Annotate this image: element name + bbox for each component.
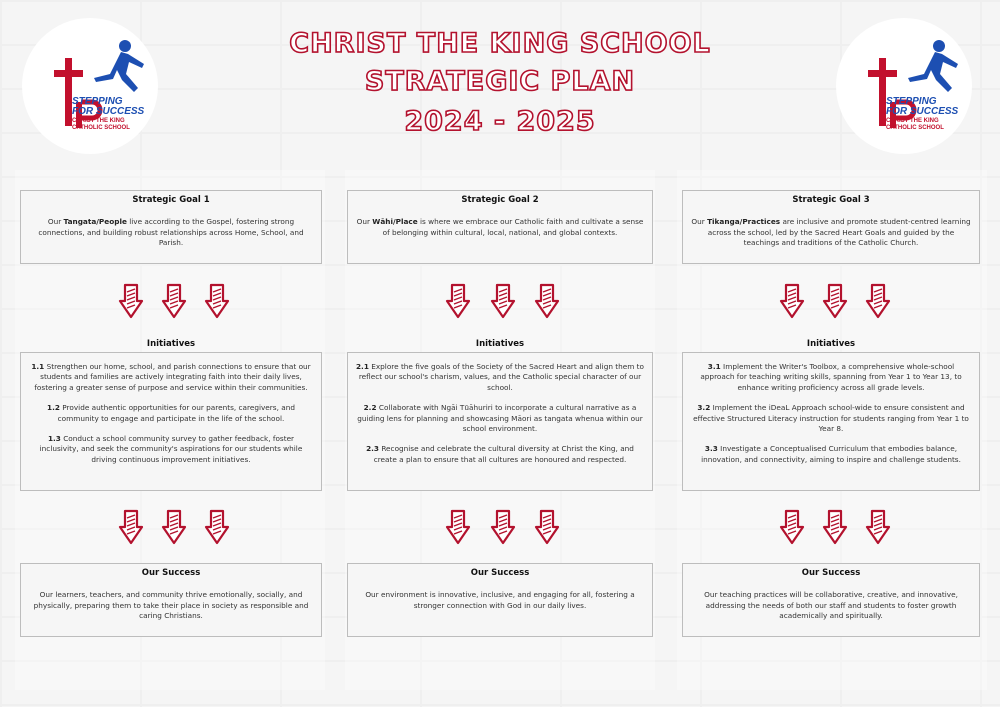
down-arrow-icon	[779, 509, 805, 545]
initiative-3-1	[690, 362, 972, 393]
goal-2-text-pre: Our	[356, 217, 373, 227]
strategic-goal-3-heading: Strategic Goal 3	[792, 195, 870, 205]
initiative-3-1-number: 3.1	[707, 362, 721, 371]
initiative-1-1	[28, 362, 314, 393]
initiative-1-2-number: 1.2	[47, 403, 60, 413]
goal-1-text-pre: Our	[47, 217, 64, 227]
title-line3: 2024 - 2025	[404, 106, 596, 137]
success-2-text: Our environment is innovative, inclusive, and engaging for all, fostering a stronger connection with God in our daily lives.	[365, 590, 635, 610]
initiatives-3-box	[682, 352, 980, 491]
school-logo-right	[836, 18, 972, 154]
goal-3-text: are inclusive and promote student-centred learning across the school, led by the Sacred Heart Goals and guided by the teachings and traditions of the Catholic Church.	[707, 217, 971, 248]
initiative-2-3-number: 2.3	[366, 444, 379, 454]
down-arrow-icon	[822, 509, 848, 545]
down-arrow-icon	[490, 283, 516, 319]
initiative-2-2-number: 2.2	[363, 403, 377, 413]
logo-text-line2: FOR SUCCESS	[886, 106, 959, 117]
initiatives-2-heading: Initiatives	[475, 339, 525, 349]
down-arrow-icon	[161, 283, 187, 319]
initiative-1-3-number: 1.3	[47, 434, 61, 444]
initiative-3-3-number: 3.3	[704, 444, 718, 454]
down-arrow-icon	[445, 283, 471, 319]
goal-1-keyword: Tangata/People	[63, 217, 127, 227]
down-arrow-icon	[204, 283, 230, 319]
goal-1-text: live according to the Gospel, fostering strong connections, and building robust relationships across Home, School, and Parish.	[38, 217, 304, 248]
initiatives-1-box	[20, 352, 322, 491]
logo-text-line1: STEPPING	[886, 96, 937, 107]
down-arrow-icon	[779, 283, 805, 319]
down-arrow-icon	[865, 283, 891, 319]
initiative-2-2	[355, 403, 645, 434]
initiative-2-3-text: Recognise and celebrate the cultural diversity at Christ the King, and create a plan to ensure that all cultures are honoured and respected.	[373, 444, 634, 464]
down-arrow-icon	[534, 509, 560, 545]
initiative-2-2-text: Collaborate with Ngāi Tūāhuriri to incorporate a cultural narrative as a guiding lens for planning and showcasing Māori as tangata whenua within our school environment.	[357, 403, 643, 434]
initiative-3-1-text: Implement the Writer's Toolbox, a comprehensive whole-school approach for teaching writing skills, spanning from Year 1 to Year 13, to enhance writing proficiency across all grade levels.	[700, 362, 962, 392]
down-arrow-icon	[204, 509, 230, 545]
success-2-box	[347, 563, 653, 637]
down-arrow-icon	[445, 509, 471, 545]
initiative-2-1	[355, 362, 645, 393]
school-logo-left	[22, 18, 158, 154]
goal-2-text: is where we embrace our Catholic faith and cultivate a sense of belonging within cultural, local, national, and global contexts.	[382, 217, 644, 237]
strategic-goal-1-heading: Strategic Goal 1	[132, 195, 210, 205]
strategic-goal-2-heading: Strategic Goal 2	[461, 195, 539, 205]
initiative-3-2-number: 3.2	[697, 403, 711, 413]
success-3-text: Our teaching practices will be collaborative, creative, and innovative, addressing the needs of both our staff and students to foster growth academically and spiritually.	[704, 590, 958, 621]
initiative-2-3	[355, 444, 645, 465]
initiative-2-1-text: Explore the five goals of the Society of the Sacred Heart and align them to reflect our school's charism, values, and the Catholic special character of our school.	[358, 362, 644, 392]
logo-text-line1: STEPPING	[72, 96, 123, 107]
strategic-goal-3-box	[682, 190, 980, 264]
success-1-heading: Our Success	[141, 568, 201, 578]
strategic-goal-1-box	[20, 190, 322, 264]
down-arrow-icon	[161, 509, 187, 545]
initiative-1-3-text: Conduct a school community survey to gather feedback, foster inclusivity, and seek the community's aspirations for our students while driving continuous improvement initiatives.	[39, 434, 303, 464]
initiative-3-3-text: Investigate a Conceptualised Curriculum that embodies balance, innovation, and connectivity, aiming to inspire and challenge students.	[701, 444, 961, 464]
down-arrow-icon	[822, 283, 848, 319]
success-3-box	[682, 563, 980, 637]
title-line2: STRATEGIC PLAN	[364, 66, 636, 97]
initiatives-2-box	[347, 352, 653, 491]
logo-text-line3b: CATHOLIC SCHOOL	[72, 125, 130, 131]
strategic-goal-2-box	[347, 190, 653, 264]
initiatives-1-heading: Initiatives	[146, 339, 196, 349]
initiative-3-2	[690, 403, 972, 434]
initiative-1-3	[28, 434, 314, 465]
initiative-1-2	[28, 403, 314, 424]
down-arrow-icon	[534, 283, 560, 319]
down-arrow-icon	[118, 283, 144, 319]
goal-3-keyword: Tikanga/Practices	[707, 217, 781, 227]
logo-text-line3a: CHRIST THE KING	[886, 118, 939, 124]
logo-text-line3b: CATHOLIC SCHOOL	[886, 125, 944, 131]
down-arrow-icon	[118, 509, 144, 545]
down-arrow-icon	[490, 509, 516, 545]
initiative-3-2-text: Implement the iDeaL Approach school-wide to ensure consistent and effective Structured Literacy instruction for students ranging from Year 1 to Year 8.	[693, 403, 969, 434]
initiatives-3-heading: Initiatives	[806, 339, 856, 349]
success-2-heading: Our Success	[470, 568, 530, 578]
goal-3-text-pre: Our	[691, 217, 708, 227]
initiative-1-1-text: Strengthen our home, school, and parish connections to ensure that our students and families are actively integrating faith into their daily lives, fostering a greater sense of purpose and service within their communities.	[34, 362, 311, 392]
down-arrow-icon	[865, 509, 891, 545]
initiative-1-1-number: 1.1	[31, 362, 45, 371]
title-line1: CHRIST THE KING SCHOOL	[289, 28, 711, 59]
success-3-heading: Our Success	[801, 568, 861, 578]
logo-text-line3a: CHRIST THE KING	[72, 118, 125, 124]
initiative-2-1-number: 2.1	[355, 362, 369, 371]
success-1-box	[20, 563, 322, 637]
goal-2-keyword: Wāhi/Place	[372, 217, 418, 227]
initiative-3-3	[690, 444, 972, 465]
logo-text-line2: FOR SUCCESS	[72, 106, 145, 117]
success-1-text: Our learners, teachers, and community thrive emotionally, socially, and physically, preparing them to take their place in society as responsible and caring Christians.	[33, 590, 309, 621]
initiative-1-2-text: Provide authentic opportunities for our parents, caregivers, and community to engage and participate in the life of the school.	[57, 403, 295, 423]
